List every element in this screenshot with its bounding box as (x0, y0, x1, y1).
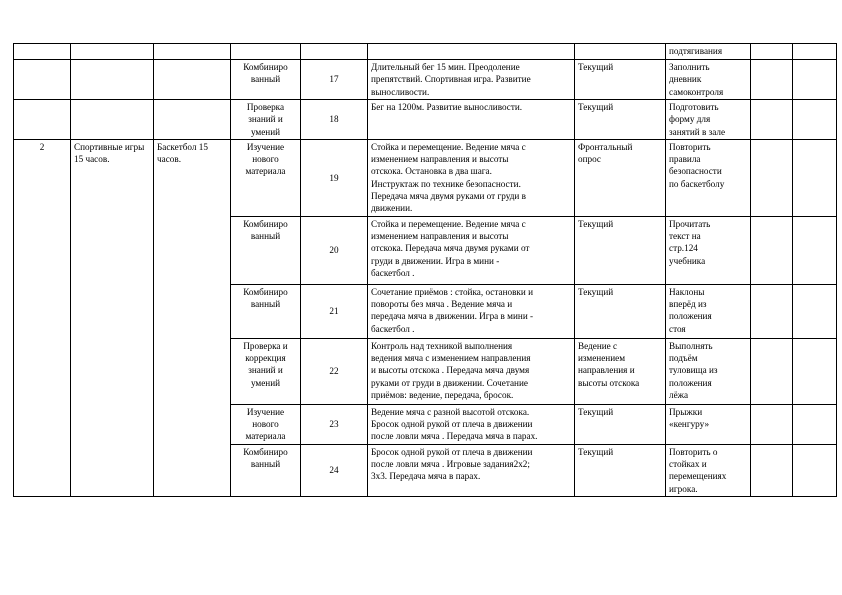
control-type-cell (575, 338, 666, 404)
content-line: приёмов: ведение, передача, бросок. (371, 389, 514, 400)
lesson-number-cell (301, 444, 368, 496)
homework-line: форму для (669, 114, 711, 125)
content-line: Бег на 1200м. Развитие выносливости. (371, 102, 523, 112)
content-line: Передача мяча двумя руками от груди в (371, 191, 526, 202)
control-type-cell (575, 100, 666, 140)
control-line: Фронтальный (578, 141, 633, 152)
control-line: высоты отскока (578, 377, 640, 388)
homework-line: игрока. (669, 483, 698, 494)
table-row (14, 44, 837, 60)
date-fact-cell (793, 444, 837, 496)
homework-line: стойках и (669, 458, 707, 469)
homework-line: Подготовить (669, 102, 719, 112)
control-type-cell (575, 404, 666, 444)
date-fact-cell (793, 216, 837, 284)
homework-line: учебника (669, 255, 706, 266)
table-row (14, 139, 837, 216)
content-line: руками от груди в движении. Сочетание (371, 377, 528, 388)
section-topic: Спортивные игры 15 часов. (74, 141, 145, 165)
content-line: Инструктаж по технике безопасности. (371, 178, 521, 189)
lesson-type-cell (231, 444, 301, 496)
date-fact-cell (793, 100, 837, 140)
lesson-type-cell (231, 404, 301, 444)
homework-text: подтягивания (669, 46, 723, 56)
lesson-type: Проверка знаний и умений (246, 102, 285, 137)
content-line: изменением направления и высоты (371, 154, 509, 165)
lesson-plan-table (13, 43, 837, 497)
control-line: Текущий (578, 286, 614, 297)
table-cell (71, 100, 154, 140)
control-line: Текущий (578, 218, 614, 229)
lesson-number: 22 (329, 366, 339, 377)
content-line: Стойка и перемещение. Ведение мяча с (371, 218, 526, 229)
section-number: 2 (39, 141, 45, 152)
control-line: Текущий (578, 62, 614, 72)
table-cell (231, 44, 301, 60)
date-fact-cell (793, 284, 837, 338)
homework-line: Повторить (669, 141, 711, 152)
lesson-content-cell (368, 404, 575, 444)
table-cell (14, 100, 71, 140)
section-topic-cell (71, 139, 154, 496)
homework-line: «кенгуру» (669, 418, 710, 429)
content-line: Бросок одной рукой от плеча в движении (371, 418, 533, 429)
date-plan-cell (751, 284, 793, 338)
lesson-number: 24 (329, 465, 339, 476)
content-line: отскока. Остановка в два шага. (371, 166, 492, 177)
date-plan-cell (751, 139, 793, 216)
homework-cell (666, 284, 751, 338)
content-line: баскетбол . (371, 267, 415, 278)
content-line: Контроль над техникой выполнения (371, 340, 513, 351)
date-fact-cell (793, 139, 837, 216)
content-line: ведения мяча с изменением направления (371, 352, 531, 363)
table-cell (71, 60, 154, 100)
homework-line: самоконтроля (669, 86, 724, 97)
lesson-type: Комбиниро ванный (243, 218, 288, 241)
table-cell (154, 100, 231, 140)
homework-cell (666, 139, 751, 216)
lesson-type-cell (231, 284, 301, 338)
lesson-content-cell (368, 284, 575, 338)
control-line: Текущий (578, 446, 614, 457)
lesson-type-cell (231, 100, 301, 140)
table-cell (575, 44, 666, 60)
lesson-number: 21 (329, 306, 339, 317)
homework-line: Прыжки (669, 406, 703, 417)
date-plan-cell (751, 338, 793, 404)
homework-cell (666, 404, 751, 444)
date-plan-cell (751, 216, 793, 284)
lesson-number: 17 (329, 74, 339, 85)
lesson-number-cell (301, 338, 368, 404)
lesson-type: Комбиниро ванный (243, 286, 288, 309)
table-cell (14, 60, 71, 100)
lesson-number-cell (301, 404, 368, 444)
control-line: Ведение с (578, 340, 618, 351)
content-line: груди в движении. Игра в мини - (371, 255, 500, 266)
lesson-type-cell (231, 216, 301, 284)
date-fact-cell (793, 338, 837, 404)
lesson-number: 19 (329, 172, 339, 183)
lesson-content-cell (368, 139, 575, 216)
homework-line: подъём (669, 352, 698, 363)
control-type-cell (575, 444, 666, 496)
section-subtopic: Баскетбол 15 часов. (157, 141, 208, 165)
content-line: повороты без мяча . Ведение мяча и (371, 298, 513, 309)
content-line: после ловли мяча . Игровые задания2х2; (371, 458, 530, 469)
lesson-number-cell (301, 60, 368, 100)
control-type-cell (575, 216, 666, 284)
homework-cell (666, 338, 751, 404)
control-type-cell (575, 60, 666, 100)
content-line: изменением направления и высоты (371, 230, 509, 241)
content-line: Сочетание приёмов : стойка, остановки и (371, 286, 534, 297)
homework-cell (666, 44, 751, 60)
control-line: Текущий (578, 406, 614, 417)
control-type-cell (575, 139, 666, 216)
lesson-type: Комбиниро ванный (243, 446, 288, 469)
date-plan-cell (751, 444, 793, 496)
homework-line: текст на (669, 230, 701, 241)
homework-line: дневник (669, 74, 702, 85)
control-line: опрос (578, 154, 602, 165)
homework-line: Прочитать (669, 218, 711, 229)
lesson-content-cell (368, 60, 575, 100)
lesson-type-cell (231, 338, 301, 404)
lesson-type: Комбиниро ванный (243, 62, 288, 85)
content-line: Стойка и перемещение. Ведение мяча с (371, 141, 526, 152)
date-fact-cell (793, 60, 837, 100)
homework-line: стр.124 (669, 243, 698, 254)
section-number-cell (14, 139, 71, 496)
table-cell (14, 44, 71, 60)
section-subtopic-cell (154, 139, 231, 496)
lesson-type: Изучение нового материала (245, 406, 286, 442)
homework-line: вперёд из (669, 298, 707, 309)
homework-line: Выполнять (669, 340, 713, 351)
content-line: передача мяча в движении. Игра в мини - (371, 311, 534, 322)
homework-cell (666, 444, 751, 496)
table-cell (368, 44, 575, 60)
date-plan-cell (751, 404, 793, 444)
lesson-content-cell (368, 338, 575, 404)
homework-line: по баскетболу (669, 178, 725, 189)
homework-line: положения (669, 311, 712, 322)
content-line: Бросок одной рукой от плеча в движении (371, 446, 533, 457)
table-row (14, 60, 837, 100)
homework-cell (666, 100, 751, 140)
content-line: отскока. Передача мяча двумя руками от (371, 243, 530, 254)
homework-cell (666, 60, 751, 100)
homework-line: Наклоны (669, 286, 705, 297)
content-line: препятствий. Спортивная игра. Развитие (371, 74, 531, 85)
control-type-cell (575, 284, 666, 338)
table-cell (301, 44, 368, 60)
control-line: Текущий (578, 102, 614, 112)
date-plan-cell (751, 60, 793, 100)
homework-line: стоя (669, 323, 686, 334)
table-cell (154, 44, 231, 60)
lesson-content-cell (368, 100, 575, 140)
content-line: 3х3. Передача мяча в парах. (371, 471, 481, 482)
lesson-number: 20 (329, 245, 339, 256)
homework-line: Повторить о (669, 446, 718, 457)
content-line: выносливости. (371, 86, 430, 97)
content-line: баскетбол . (371, 323, 415, 334)
table-row (14, 100, 837, 140)
lesson-content-cell (368, 216, 575, 284)
lesson-number-cell (301, 216, 368, 284)
content-line: Ведение мяча с разной высотой отскока. (371, 406, 530, 417)
content-line: после ловли мяча . Передача мяча в парах. (371, 431, 538, 442)
homework-line: туловища из (669, 365, 718, 376)
homework-line: перемещениях (669, 471, 727, 482)
homework-line: Заполнить (669, 62, 710, 72)
homework-cell (666, 216, 751, 284)
lesson-type-cell (231, 60, 301, 100)
homework-line: лёжа (669, 389, 689, 400)
content-line: Длительный бег 15 мин. Преодоление (371, 62, 520, 72)
lesson-number: 18 (329, 114, 339, 125)
lesson-number-cell (301, 284, 368, 338)
control-line: направления и (578, 365, 635, 376)
lesson-type: Проверка и коррекция знаний и умений (243, 340, 288, 388)
date-plan-cell (751, 100, 793, 140)
homework-line: правила (669, 154, 701, 165)
lesson-number: 23 (329, 419, 339, 430)
homework-line: безопасности (669, 166, 722, 177)
content-line: и высоты отскока . Передача мяча двумя (371, 365, 530, 376)
control-line: изменением (578, 352, 626, 363)
date-fact-cell (793, 404, 837, 444)
lesson-number-cell (301, 139, 368, 216)
table-cell (793, 44, 837, 60)
lesson-type: Изучение нового материала (245, 141, 286, 177)
homework-line: положения (669, 377, 712, 388)
lesson-type-cell (231, 139, 301, 216)
content-line: движении. (371, 203, 413, 214)
lesson-number-cell (301, 100, 368, 140)
table-cell (751, 44, 793, 60)
homework-line: занятий в зале (669, 126, 726, 137)
table-cell (154, 60, 231, 100)
table-cell (71, 44, 154, 60)
lesson-content-cell (368, 444, 575, 496)
